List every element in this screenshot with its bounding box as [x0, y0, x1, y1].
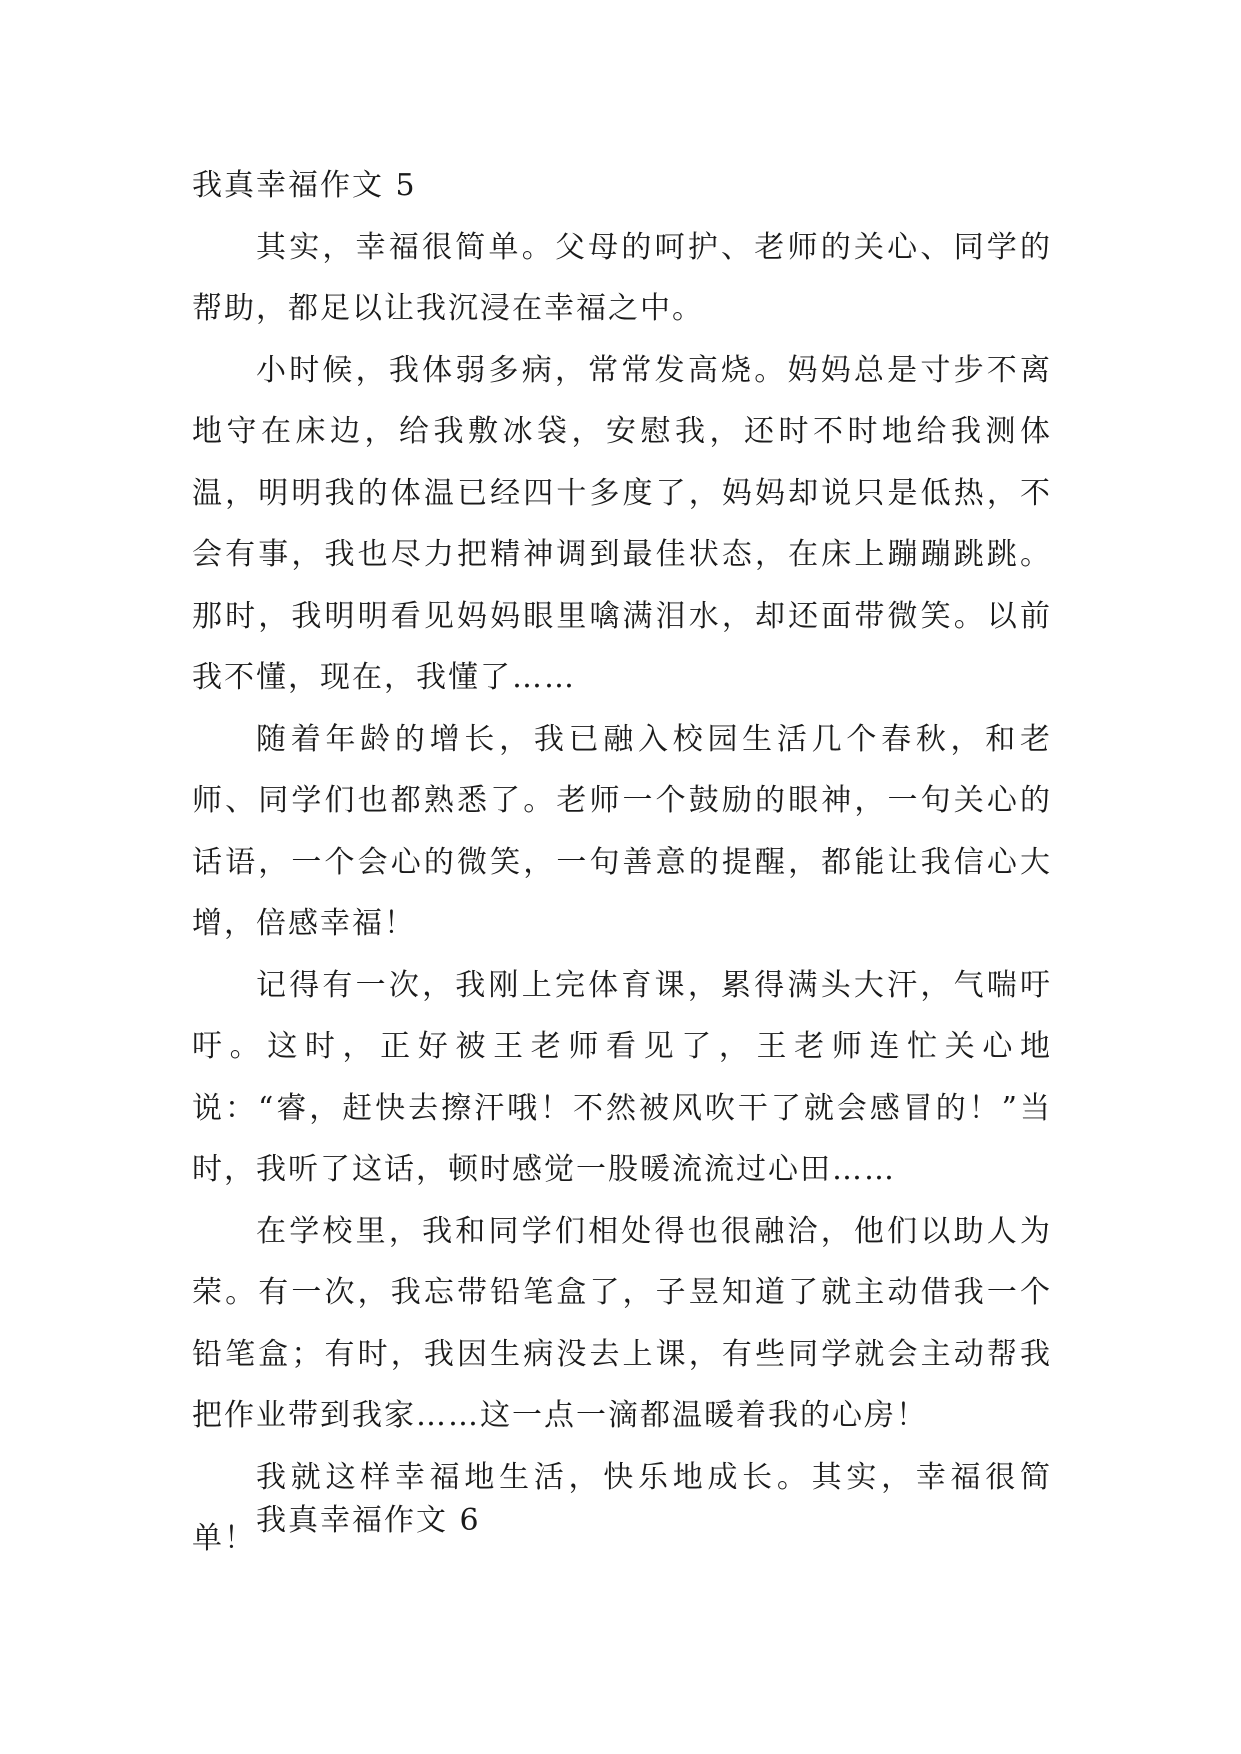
- essay-5-paragraph: 小时候，我体弱多病，常常发高烧。妈妈总是寸步不离地守在床边，给我敷冰袋，安慰我，还时不时地给我测体温，明明我的体温已经四十多度了，妈妈却说只是低热，不会有事，我也尽力把精神调到最佳状态，在床上蹦蹦跳跳。那时，我明明看见妈妈眼里噙满泪水，却还面带微笑。以前我不懂，现在，我懂了……: [192, 352, 1052, 695]
- essay-5-paragraph: 其实，幸福很简单。父母的呵护、老师的关心、同学的帮助，都足以让我沉浸在幸福之中。: [192, 229, 1052, 326]
- essay-5-paragraph: 在学校里，我和同学们相处得也很融洽，他们以助人为荣。有一次，我忘带铅笔盒了，子昱知道了就主动借我一个铅笔盒；有时，我因生病没去上课，有些同学就会主动帮我把作业带到我家……这一点一滴都温暖着我的心房！: [192, 1213, 1052, 1433]
- essay-5-paragraph: 记得有一次，我刚上完体育课，累得满头大汗，气喘吁吁。这时，正好被王老师看见了，王老师连忙关心地说：“睿，赶快去擦汗哦！不然被风吹干了就会感冒的！”当时，我听了这话，顿时感觉一股暖流流过心田……: [192, 967, 1052, 1187]
- essay-6-title: 我真幸福作文 6: [256, 1503, 481, 1538]
- essay-5-paragraph: 我就这样幸福地生活，快乐地成长。其实，幸福很简单！: [192, 1459, 1052, 1556]
- essay-5-paragraph: 随着年龄的增长，我已融入校园生活几个春秋，和老师、同学们也都熟悉了。老师一个鼓励的眼神，一句关心的话语，一个会心的微笑，一句善意的提醒，都能让我信心大增，倍感幸福！: [192, 721, 1052, 941]
- essay-5-title: 我真幸福作文 5: [192, 168, 417, 203]
- essay-5: [192, 155, 1052, 1570]
